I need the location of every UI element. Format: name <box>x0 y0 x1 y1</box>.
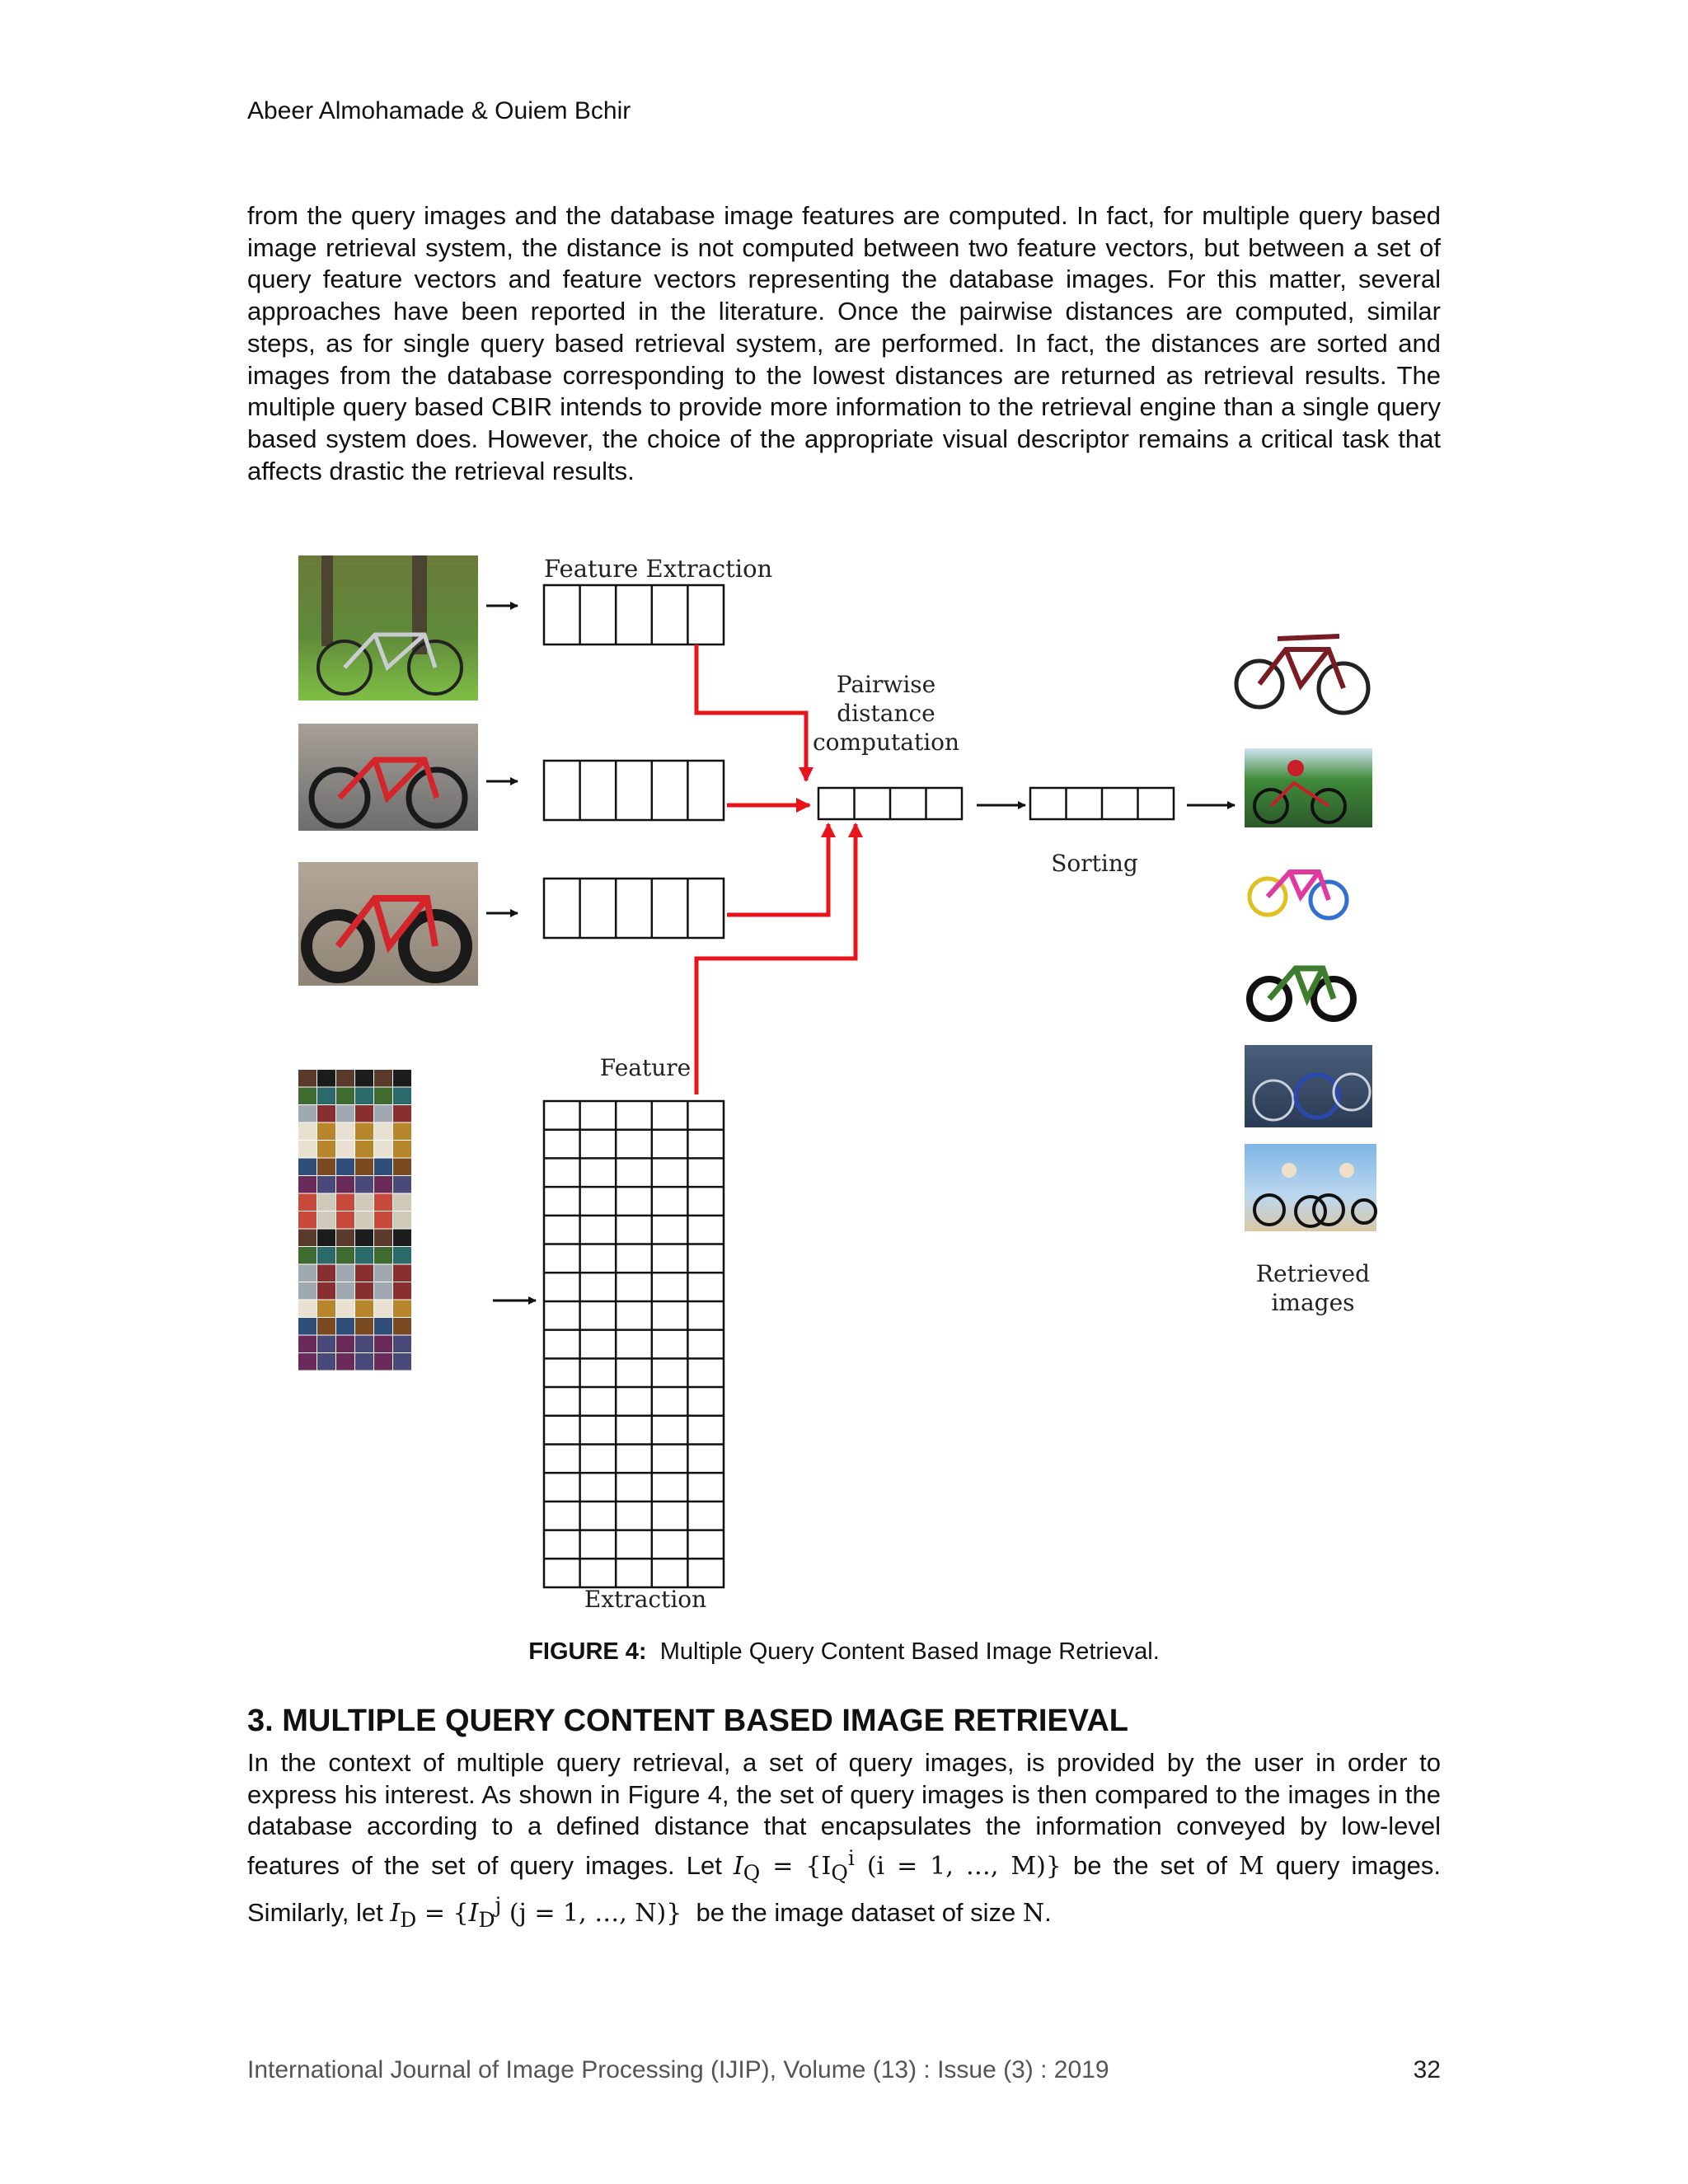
label-pairwise-line1: Pairwise <box>836 671 936 698</box>
caption-label: FIGURE 4: <box>528 1638 647 1665</box>
section-text-1: In the context of multiple query retrieval, a set of query images, is provided by the user in order to express his interest. As shown in Figure 4, the set of query images is then compared to the images in the database according to a defined distance that encapsulates the information conveyed by low-level features of the set of query images. Let <box>247 1748 1441 1881</box>
label-sorting: Sorting <box>1051 850 1138 877</box>
label-retrieved-line1: Retrieved <box>1255 1260 1371 1287</box>
red-arrow-database <box>696 824 856 1094</box>
database-feature-matrix <box>544 1101 724 1587</box>
footer: International Journal of Image Processing (IJIP), Volume (13) : Issue (3) : 2019 <box>247 2056 1109 2083</box>
query-image-2 <box>298 724 478 831</box>
query-feature-vector-2 <box>544 761 724 820</box>
label-feature: Feature <box>599 1054 692 1081</box>
figure-caption <box>0 1638 1688 1666</box>
intro-paragraph: from the query images and the database image features are computed. In fact, for multiple query based image retrieval system, the distance is not computed between two feature vectors, but between a set of query feature vectors and feature vectors representing the database images. For this matter, several approaches have been reported in the literature. Once the pairwise distances are computed, similar steps, as for single query based retrieval system, are performed. In fact, the distances are sorted and images from the database corresponding to the lowest distances are returned as retrieval results. The multiple query based CBIR intends to provide more information to the retrieval engine than a single query based system does. However, the choice of the appropriate visual descriptor remains a critical task that affects drastic the retrieval results. <box>247 201 1441 485</box>
label-retrieved-line2: images <box>1271 1289 1355 1316</box>
query-image-3 <box>298 862 478 986</box>
math-m: M <box>1239 1852 1264 1882</box>
math-iq: $I_Q = \{I_Q^i$ (i = 1, …, M)} <box>733 1846 1062 1886</box>
label-pairwise-line2: distance <box>837 700 935 727</box>
sorted-vector <box>1030 788 1174 819</box>
caption-text: Multiple Query Content Based Image Retrieval. <box>659 1638 1160 1665</box>
retrieved-image-3 <box>1250 872 1347 918</box>
section-heading: 3. MULTIPLE QUERY CONTENT BASED IMAGE RETRIEVAL <box>247 1704 1128 1738</box>
distance-vector <box>818 788 962 819</box>
red-arrow-vector-3 <box>727 824 828 915</box>
section-text-4: be the image dataset of size <box>696 1897 1016 1927</box>
label-feature-extraction: Feature Extraction <box>544 555 773 583</box>
database-images <box>298 1070 411 1371</box>
label-extraction: Extraction <box>584 1586 707 1613</box>
section-text-2: be the set of <box>1072 1851 1227 1881</box>
retrieved-image-1 <box>1236 636 1368 713</box>
retrieved-image-2 <box>1245 748 1372 827</box>
query-feature-vector-1 <box>544 585 724 644</box>
section-text-5: . <box>1044 1897 1052 1927</box>
math-n: N <box>1022 1898 1045 1928</box>
figure-4 <box>288 544 1401 1632</box>
retrieved-image-4 <box>1250 968 1353 1019</box>
query-image-1 <box>298 555 478 701</box>
retrieved-image-6 <box>1245 1144 1376 1231</box>
math-id: $I_D = \{I_D^j$ (j = 1, …, N)} <box>390 1892 682 1932</box>
running-head: Abeer Almohamade & Ouiem Bchir <box>247 97 631 124</box>
label-pairwise-line3: computation <box>812 729 960 756</box>
mqcbir-diagram <box>288 544 1401 1632</box>
query-feature-vector-3 <box>544 879 724 938</box>
section-body <box>247 1747 1441 1937</box>
page-number: 32 <box>1413 2056 1441 2083</box>
section-text-3: query images. Similarly, let <box>247 1851 1441 1927</box>
retrieved-image-5 <box>1245 1045 1372 1127</box>
